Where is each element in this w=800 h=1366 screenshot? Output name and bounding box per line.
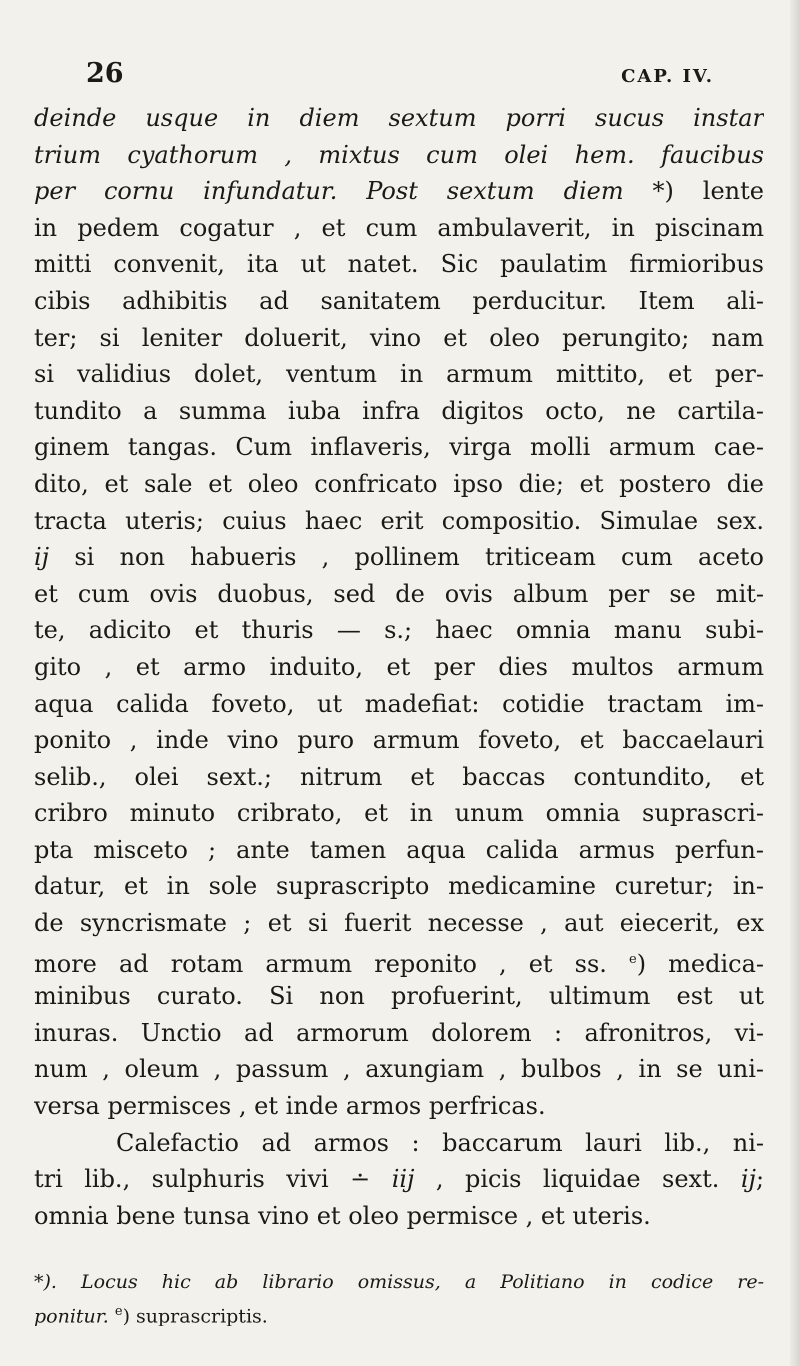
body-text-line: inuras. Unctio ad armorum dolorem : afronitros, vi- [34,1018,764,1047]
body-text-line [34,942,764,979]
body-text-segment: per cornu infundatur. Post sextum diem [34,177,653,206]
body-text-line: versa permisces , et inde armos perfricas. [34,1092,546,1121]
body-text-line: mitti convenit, ita ut natet. Sic paulatim firmioribus [34,250,764,279]
body-text-line: omnia bene tunsa vino et oleo permisce , et uteris. [34,1201,651,1230]
footnote-segment: ponitur. [34,1305,109,1326]
body-text-line: si validius dolet, ventum in armum mittito, et per- [34,360,764,389]
body-text-line: tracta uteris; cuius haec erit compositio. Simulae sex. [34,506,764,535]
body-text-line: selib., olei sext.; nitrum et baccas contundito, et [34,762,764,791]
body-text-line: et cum ovis duobus, sed de ovis album per se mit- [34,579,764,608]
running-head: CAP. IV. [621,66,714,87]
body-text-segment: si non habueris , pollinem triticeam cum aceto [49,543,764,572]
body-text-line: cribro minuto cribrato, et in unum omnia suprascri- [34,799,764,828]
body-text-line [34,539,764,576]
body-text-line: gito , et armo induito, et per dies multos armum [34,652,764,681]
footnotes [34,1268,764,1326]
body-text-line [34,1161,764,1198]
page-edge-shadow [790,0,800,1366]
body-text [34,100,764,1234]
body-text-line: num , oleum , passum , axungiam , bulbos , in se uni- [34,1055,764,1084]
body-text-line: dito, et sale et oleo confricato ipso die; et postero die [34,469,764,498]
body-text-line: cibis adhibitis ad sanitatem perducitur. Item ali- [34,286,764,315]
body-text-line: ponito , inde vino puro armum foveto, et baccaelauri [34,726,764,755]
body-text-line: trium cyathorum , mixtus cum olei hem. faucibus [34,140,764,169]
body-text-segment: ij [34,543,50,572]
body-text-line: tundito a summa iuba infra digitos octo, ne cartila- [34,396,764,425]
body-text-segment: ∸ iij [350,1165,415,1194]
body-text-line: de syncrismate ; et si fuerit necesse , aut eiecerit, ex [34,909,764,938]
body-text-line: Calefactio ad armos : baccarum lauri lib., ni- [116,1128,764,1157]
body-text-line: ginem tangas. Cum inflaveris, virga molli armum cae- [34,433,764,462]
body-text-line: deinde usque in diem sextum porri sucus instar [34,104,764,132]
body-text-line: pta misceto ; ante tamen aqua calida armus perfun- [34,835,764,864]
page-number: 26 [86,58,124,89]
body-text-segment: ) medica- [636,949,764,978]
body-text-line: datur, et in sole suprascripto medicamine curetur; in- [34,872,764,901]
body-text-line [34,173,764,210]
body-text-line: ter; si leniter doluerit, vino et oleo perungito; nam [34,323,764,352]
body-text-segment: ; [755,1165,764,1194]
footnote-segment: ) suprascriptis. [122,1305,268,1326]
body-text-line: aqua calida foveto, ut madefiat: cotidie tractam im- [34,689,764,718]
body-text-segment: more ad rotam armum reponito , et ss. [34,949,629,978]
body-text-line: minibus curato. Si non profuerint, ultimum est ut [34,982,764,1011]
body-text-line: te, adicito et thuris — s.; haec omnia manu subi- [34,616,764,645]
footnote-line [34,1268,764,1297]
page-header [0,58,800,98]
body-text-segment: ij [740,1165,756,1194]
footnote-segment: e [114,1304,123,1319]
body-text-segment: tri lib., sulphuris vivi [34,1165,351,1194]
footnote-line [34,1297,764,1326]
body-text-segment: e [628,951,637,967]
footnote-segment: *). Locus hic ab librario omissus, a Politiano in codice re- [34,1271,764,1293]
body-text-segment: , picis liquidae sext. [414,1165,741,1194]
body-text-line: in pedem cogatur , et cum ambulaverit, in piscinam [34,213,764,242]
body-text-segment: *) lente [652,177,764,206]
